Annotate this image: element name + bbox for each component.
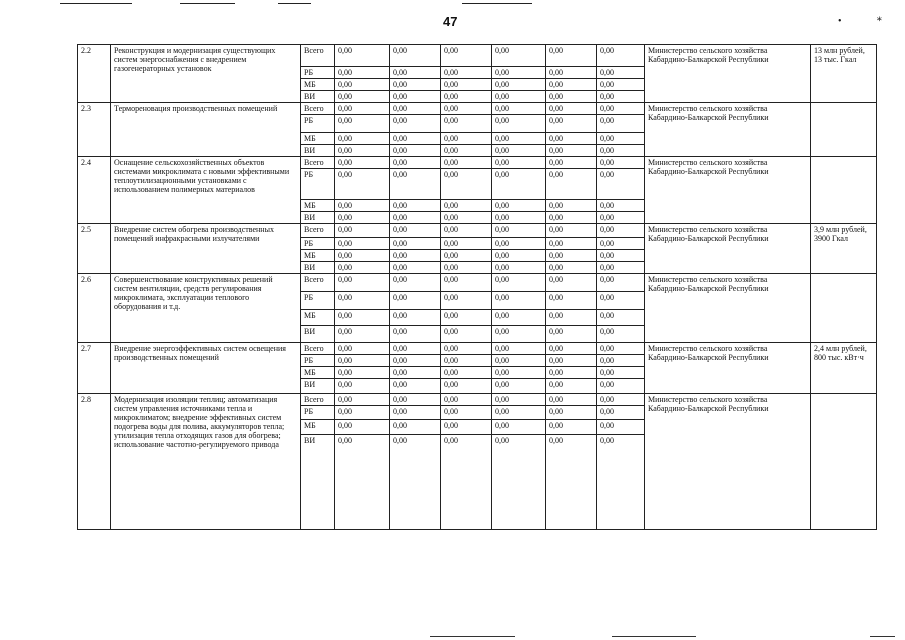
funding-value: 0,00 <box>492 133 546 145</box>
funding-value: 0,00 <box>546 212 597 224</box>
speck: ∗ <box>876 14 883 25</box>
funding-value: 0,00 <box>390 91 441 103</box>
funding-value: 0,00 <box>441 200 492 212</box>
funding-value: 0,00 <box>597 212 645 224</box>
measure-title: Совершенствование конструктивных решений систем вентиляции, средств регулирования микроклимата, эксплуатации теплового оборудования и т.д. <box>111 274 301 343</box>
funding-source: МБ <box>301 79 335 91</box>
funding-value: 0,00 <box>492 45 546 67</box>
funding-value: 0,00 <box>597 145 645 157</box>
funding-value: 0,00 <box>390 379 441 394</box>
funding-value: 0,00 <box>335 115 390 133</box>
measure-number: 2.8 <box>78 394 111 530</box>
funding-value: 0,00 <box>390 79 441 91</box>
funding-source: Всего <box>301 224 335 238</box>
funding-value: 0,00 <box>335 212 390 224</box>
funding-value: 0,00 <box>597 343 645 355</box>
funding-value: 0,00 <box>546 238 597 250</box>
funding-value: 0,00 <box>546 145 597 157</box>
funding-value: 0,00 <box>492 435 546 530</box>
funding-value: 0,00 <box>441 91 492 103</box>
executor: Министерство сельского хозяйства Кабардино-Балкарской Республики <box>645 224 811 274</box>
funding-value: 0,00 <box>597 310 645 326</box>
funding-value: 0,00 <box>492 274 546 292</box>
bottom-rule <box>612 636 696 637</box>
top-rule <box>60 3 132 4</box>
funding-value: 0,00 <box>492 343 546 355</box>
funding-value: 0,00 <box>597 238 645 250</box>
funding-value: 0,00 <box>492 169 546 200</box>
funding-source: Всего <box>301 394 335 406</box>
measure-number: 2.3 <box>78 103 111 157</box>
funding-value: 0,00 <box>335 79 390 91</box>
funding-source: МБ <box>301 367 335 379</box>
funding-value: 0,00 <box>546 406 597 420</box>
funding-value: 0,00 <box>492 238 546 250</box>
funding-value: 0,00 <box>492 367 546 379</box>
funding-value: 0,00 <box>390 274 441 292</box>
funding-source: ВИ <box>301 212 335 224</box>
table-row <box>78 45 877 67</box>
funding-value: 0,00 <box>441 406 492 420</box>
executor: Министерство сельского хозяйства Кабардино-Балкарской Республики <box>645 343 811 394</box>
funding-value: 0,00 <box>597 91 645 103</box>
funding-value: 0,00 <box>492 224 546 238</box>
funding-value: 0,00 <box>597 67 645 79</box>
funding-value: 0,00 <box>546 379 597 394</box>
measure-number: 2.4 <box>78 157 111 224</box>
measure-title: Внедрение энергоэффективных систем освещения производственных помещений <box>111 343 301 394</box>
funding-value: 0,00 <box>335 379 390 394</box>
funding-value: 0,00 <box>597 379 645 394</box>
funding-value: 0,00 <box>546 224 597 238</box>
funding-value: 0,00 <box>441 115 492 133</box>
funding-value: 0,00 <box>441 103 492 115</box>
funding-value: 0,00 <box>335 238 390 250</box>
funding-value: 0,00 <box>335 157 390 169</box>
funding-value: 0,00 <box>597 79 645 91</box>
funding-value: 0,00 <box>441 133 492 145</box>
funding-value: 0,00 <box>597 435 645 530</box>
funding-value: 0,00 <box>597 355 645 367</box>
funding-value: 0,00 <box>597 45 645 67</box>
funding-value: 0,00 <box>390 250 441 262</box>
funding-value: 0,00 <box>597 224 645 238</box>
expected-effect: 13 млн рублей, 13 тыс. Гкал <box>811 45 877 103</box>
funding-value: 0,00 <box>546 115 597 133</box>
measure-number: 2.6 <box>78 274 111 343</box>
funding-value: 0,00 <box>335 420 390 435</box>
funding-value: 0,00 <box>390 326 441 343</box>
funding-value: 0,00 <box>390 115 441 133</box>
funding-value: 0,00 <box>335 103 390 115</box>
funding-source: ВИ <box>301 262 335 274</box>
funding-value: 0,00 <box>546 274 597 292</box>
funding-value: 0,00 <box>390 367 441 379</box>
funding-value: 0,00 <box>441 238 492 250</box>
top-rule <box>278 3 311 4</box>
funding-value: 0,00 <box>335 435 390 530</box>
funding-value: 0,00 <box>492 310 546 326</box>
funding-value: 0,00 <box>441 394 492 406</box>
funding-value: 0,00 <box>441 79 492 91</box>
funding-value: 0,00 <box>546 367 597 379</box>
funding-source: МБ <box>301 420 335 435</box>
funding-value: 0,00 <box>390 145 441 157</box>
funding-value: 0,00 <box>390 224 441 238</box>
funding-value: 0,00 <box>335 343 390 355</box>
funding-value: 0,00 <box>546 45 597 67</box>
funding-source: МБ <box>301 200 335 212</box>
funding-value: 0,00 <box>335 292 390 310</box>
funding-value: 0,00 <box>597 292 645 310</box>
funding-value: 0,00 <box>597 326 645 343</box>
page-number: 47 <box>443 14 458 29</box>
funding-value: 0,00 <box>492 292 546 310</box>
funding-value: 0,00 <box>597 367 645 379</box>
funding-value: 0,00 <box>441 67 492 79</box>
table-row <box>78 274 877 292</box>
funding-value: 0,00 <box>492 103 546 115</box>
funding-source: Всего <box>301 103 335 115</box>
measure-title: Термореновация производственных помещений <box>111 103 301 157</box>
funding-value: 0,00 <box>335 224 390 238</box>
funding-value: 0,00 <box>390 238 441 250</box>
funding-value: 0,00 <box>390 406 441 420</box>
executor: Министерство сельского хозяйства Кабардино-Балкарской Республики <box>645 157 811 224</box>
funding-value: 0,00 <box>390 133 441 145</box>
funding-value: 0,00 <box>441 435 492 530</box>
funding-value: 0,00 <box>597 200 645 212</box>
bottom-rule <box>430 636 515 637</box>
funding-value: 0,00 <box>492 262 546 274</box>
funding-value: 0,00 <box>335 310 390 326</box>
funding-value: 0,00 <box>492 200 546 212</box>
funding-value: 0,00 <box>441 250 492 262</box>
funding-value: 0,00 <box>492 420 546 435</box>
funding-value: 0,00 <box>546 355 597 367</box>
executor: Министерство сельского хозяйства Кабардино-Балкарской Республики <box>645 45 811 103</box>
expected-effect: 2,4 млн рублей, 800 тыс. кВт·ч <box>811 343 877 394</box>
funding-value: 0,00 <box>441 212 492 224</box>
funding-value: 0,00 <box>390 420 441 435</box>
speck: • <box>838 16 842 27</box>
funding-value: 0,00 <box>335 394 390 406</box>
funding-value: 0,00 <box>597 406 645 420</box>
funding-value: 0,00 <box>546 326 597 343</box>
measure-title: Модернизация изоляции теплиц; автоматизация систем управления источниками тепла и микроклиматом; внедрение эффективных систем подогрева воды для полива, аккумуляторов тепла; утилизация тепла отходящих газов для обогрева; использование частотно-регулируемого привода <box>111 394 301 530</box>
funding-value: 0,00 <box>335 250 390 262</box>
funding-value: 0,00 <box>441 355 492 367</box>
funding-value: 0,00 <box>441 145 492 157</box>
expected-effect: 3,9 млн рублей, 3900 Гкал <box>811 224 877 274</box>
funding-value: 0,00 <box>492 157 546 169</box>
funding-value: 0,00 <box>492 379 546 394</box>
funding-source: РБ <box>301 355 335 367</box>
funding-value: 0,00 <box>546 420 597 435</box>
funding-value: 0,00 <box>335 406 390 420</box>
funding-value: 0,00 <box>335 145 390 157</box>
measure-number: 2.7 <box>78 343 111 394</box>
funding-value: 0,00 <box>546 200 597 212</box>
table-row <box>78 224 877 238</box>
funding-source: ВИ <box>301 435 335 530</box>
measure-title: Внедрение систем обогрева производственных помещений инфракрасными излучателями <box>111 224 301 274</box>
measure-title: Реконструкция и модернизация существующих систем энергоснабжения с внедрением газогенераторных установок <box>111 45 301 103</box>
funding-source: МБ <box>301 133 335 145</box>
funding-value: 0,00 <box>546 157 597 169</box>
executor: Министерство сельского хозяйства Кабардино-Балкарской Республики <box>645 394 811 530</box>
measure-number: 2.5 <box>78 224 111 274</box>
funding-source: ВИ <box>301 145 335 157</box>
funding-source: РБ <box>301 115 335 133</box>
funding-value: 0,00 <box>335 326 390 343</box>
funding-value: 0,00 <box>546 67 597 79</box>
funding-value: 0,00 <box>390 262 441 274</box>
funding-value: 0,00 <box>335 133 390 145</box>
funding-value: 0,00 <box>390 435 441 530</box>
funding-value: 0,00 <box>546 292 597 310</box>
executor: Министерство сельского хозяйства Кабардино-Балкарской Республики <box>645 274 811 343</box>
funding-value: 0,00 <box>441 45 492 67</box>
funding-value: 0,00 <box>390 310 441 326</box>
funding-value: 0,00 <box>492 212 546 224</box>
funding-value: 0,00 <box>546 133 597 145</box>
funding-value: 0,00 <box>390 169 441 200</box>
funding-value: 0,00 <box>492 91 546 103</box>
funding-value: 0,00 <box>546 310 597 326</box>
funding-value: 0,00 <box>335 262 390 274</box>
funding-value: 0,00 <box>492 326 546 343</box>
funding-source: Всего <box>301 45 335 67</box>
funding-value: 0,00 <box>335 67 390 79</box>
bottom-rule <box>870 636 895 637</box>
funding-value: 0,00 <box>441 343 492 355</box>
funding-source: ВИ <box>301 379 335 394</box>
funding-value: 0,00 <box>492 406 546 420</box>
table-row <box>78 343 877 355</box>
funding-value: 0,00 <box>597 250 645 262</box>
expected-effect <box>811 394 877 530</box>
funding-source: ВИ <box>301 91 335 103</box>
table-row <box>78 157 877 169</box>
funding-value: 0,00 <box>492 79 546 91</box>
funding-value: 0,00 <box>390 103 441 115</box>
funding-value: 0,00 <box>390 343 441 355</box>
funding-value: 0,00 <box>335 91 390 103</box>
funding-value: 0,00 <box>390 200 441 212</box>
funding-value: 0,00 <box>335 274 390 292</box>
funding-value: 0,00 <box>597 133 645 145</box>
funding-value: 0,00 <box>546 169 597 200</box>
funding-value: 0,00 <box>492 145 546 157</box>
funding-value: 0,00 <box>441 326 492 343</box>
funding-value: 0,00 <box>492 115 546 133</box>
funding-value: 0,00 <box>390 67 441 79</box>
funding-value: 0,00 <box>597 169 645 200</box>
funding-value: 0,00 <box>546 262 597 274</box>
funding-value: 0,00 <box>546 91 597 103</box>
funding-value: 0,00 <box>390 45 441 67</box>
top-rule <box>462 3 532 4</box>
funding-value: 0,00 <box>597 394 645 406</box>
funding-value: 0,00 <box>492 355 546 367</box>
funding-source: РБ <box>301 67 335 79</box>
funding-value: 0,00 <box>597 420 645 435</box>
funding-value: 0,00 <box>441 379 492 394</box>
funding-source: Всего <box>301 274 335 292</box>
expected-effect <box>811 103 877 157</box>
expected-effect <box>811 157 877 224</box>
funding-source: РБ <box>301 406 335 420</box>
funding-value: 0,00 <box>441 224 492 238</box>
funding-value: 0,00 <box>546 343 597 355</box>
funding-value: 0,00 <box>441 157 492 169</box>
funding-table <box>77 44 877 530</box>
funding-value: 0,00 <box>390 292 441 310</box>
funding-value: 0,00 <box>335 355 390 367</box>
funding-source: МБ <box>301 250 335 262</box>
measure-title: Оснащение сельскохозяйственных объектов системами микроклимата с новыми эффективными теплоутилизационными установками с использованием полимерных материалов <box>111 157 301 224</box>
funding-value: 0,00 <box>546 394 597 406</box>
funding-source: Всего <box>301 343 335 355</box>
funding-value: 0,00 <box>441 310 492 326</box>
funding-value: 0,00 <box>390 212 441 224</box>
funding-value: 0,00 <box>335 45 390 67</box>
funding-value: 0,00 <box>441 274 492 292</box>
funding-value: 0,00 <box>492 250 546 262</box>
funding-value: 0,00 <box>441 420 492 435</box>
funding-source: МБ <box>301 310 335 326</box>
funding-source: РБ <box>301 169 335 200</box>
funding-value: 0,00 <box>335 169 390 200</box>
funding-source: Всего <box>301 157 335 169</box>
table-row <box>78 103 877 115</box>
funding-value: 0,00 <box>546 250 597 262</box>
funding-value: 0,00 <box>390 394 441 406</box>
funding-source: РБ <box>301 238 335 250</box>
funding-value: 0,00 <box>441 169 492 200</box>
funding-value: 0,00 <box>597 262 645 274</box>
funding-value: 0,00 <box>390 355 441 367</box>
table-row <box>78 394 877 406</box>
top-rule <box>180 3 235 4</box>
measure-number: 2.2 <box>78 45 111 103</box>
expected-effect <box>811 274 877 343</box>
funding-value: 0,00 <box>597 274 645 292</box>
funding-value: 0,00 <box>492 67 546 79</box>
funding-source: ВИ <box>301 326 335 343</box>
funding-value: 0,00 <box>335 367 390 379</box>
funding-value: 0,00 <box>597 103 645 115</box>
executor: Министерство сельского хозяйства Кабардино-Балкарской Республики <box>645 103 811 157</box>
funding-value: 0,00 <box>390 157 441 169</box>
funding-value: 0,00 <box>441 367 492 379</box>
funding-source: РБ <box>301 292 335 310</box>
funding-value: 0,00 <box>597 157 645 169</box>
funding-value: 0,00 <box>546 103 597 115</box>
funding-value: 0,00 <box>335 200 390 212</box>
funding-value: 0,00 <box>492 394 546 406</box>
funding-value: 0,00 <box>546 79 597 91</box>
funding-value: 0,00 <box>597 115 645 133</box>
funding-value: 0,00 <box>441 292 492 310</box>
funding-value: 0,00 <box>441 262 492 274</box>
funding-value: 0,00 <box>546 435 597 530</box>
